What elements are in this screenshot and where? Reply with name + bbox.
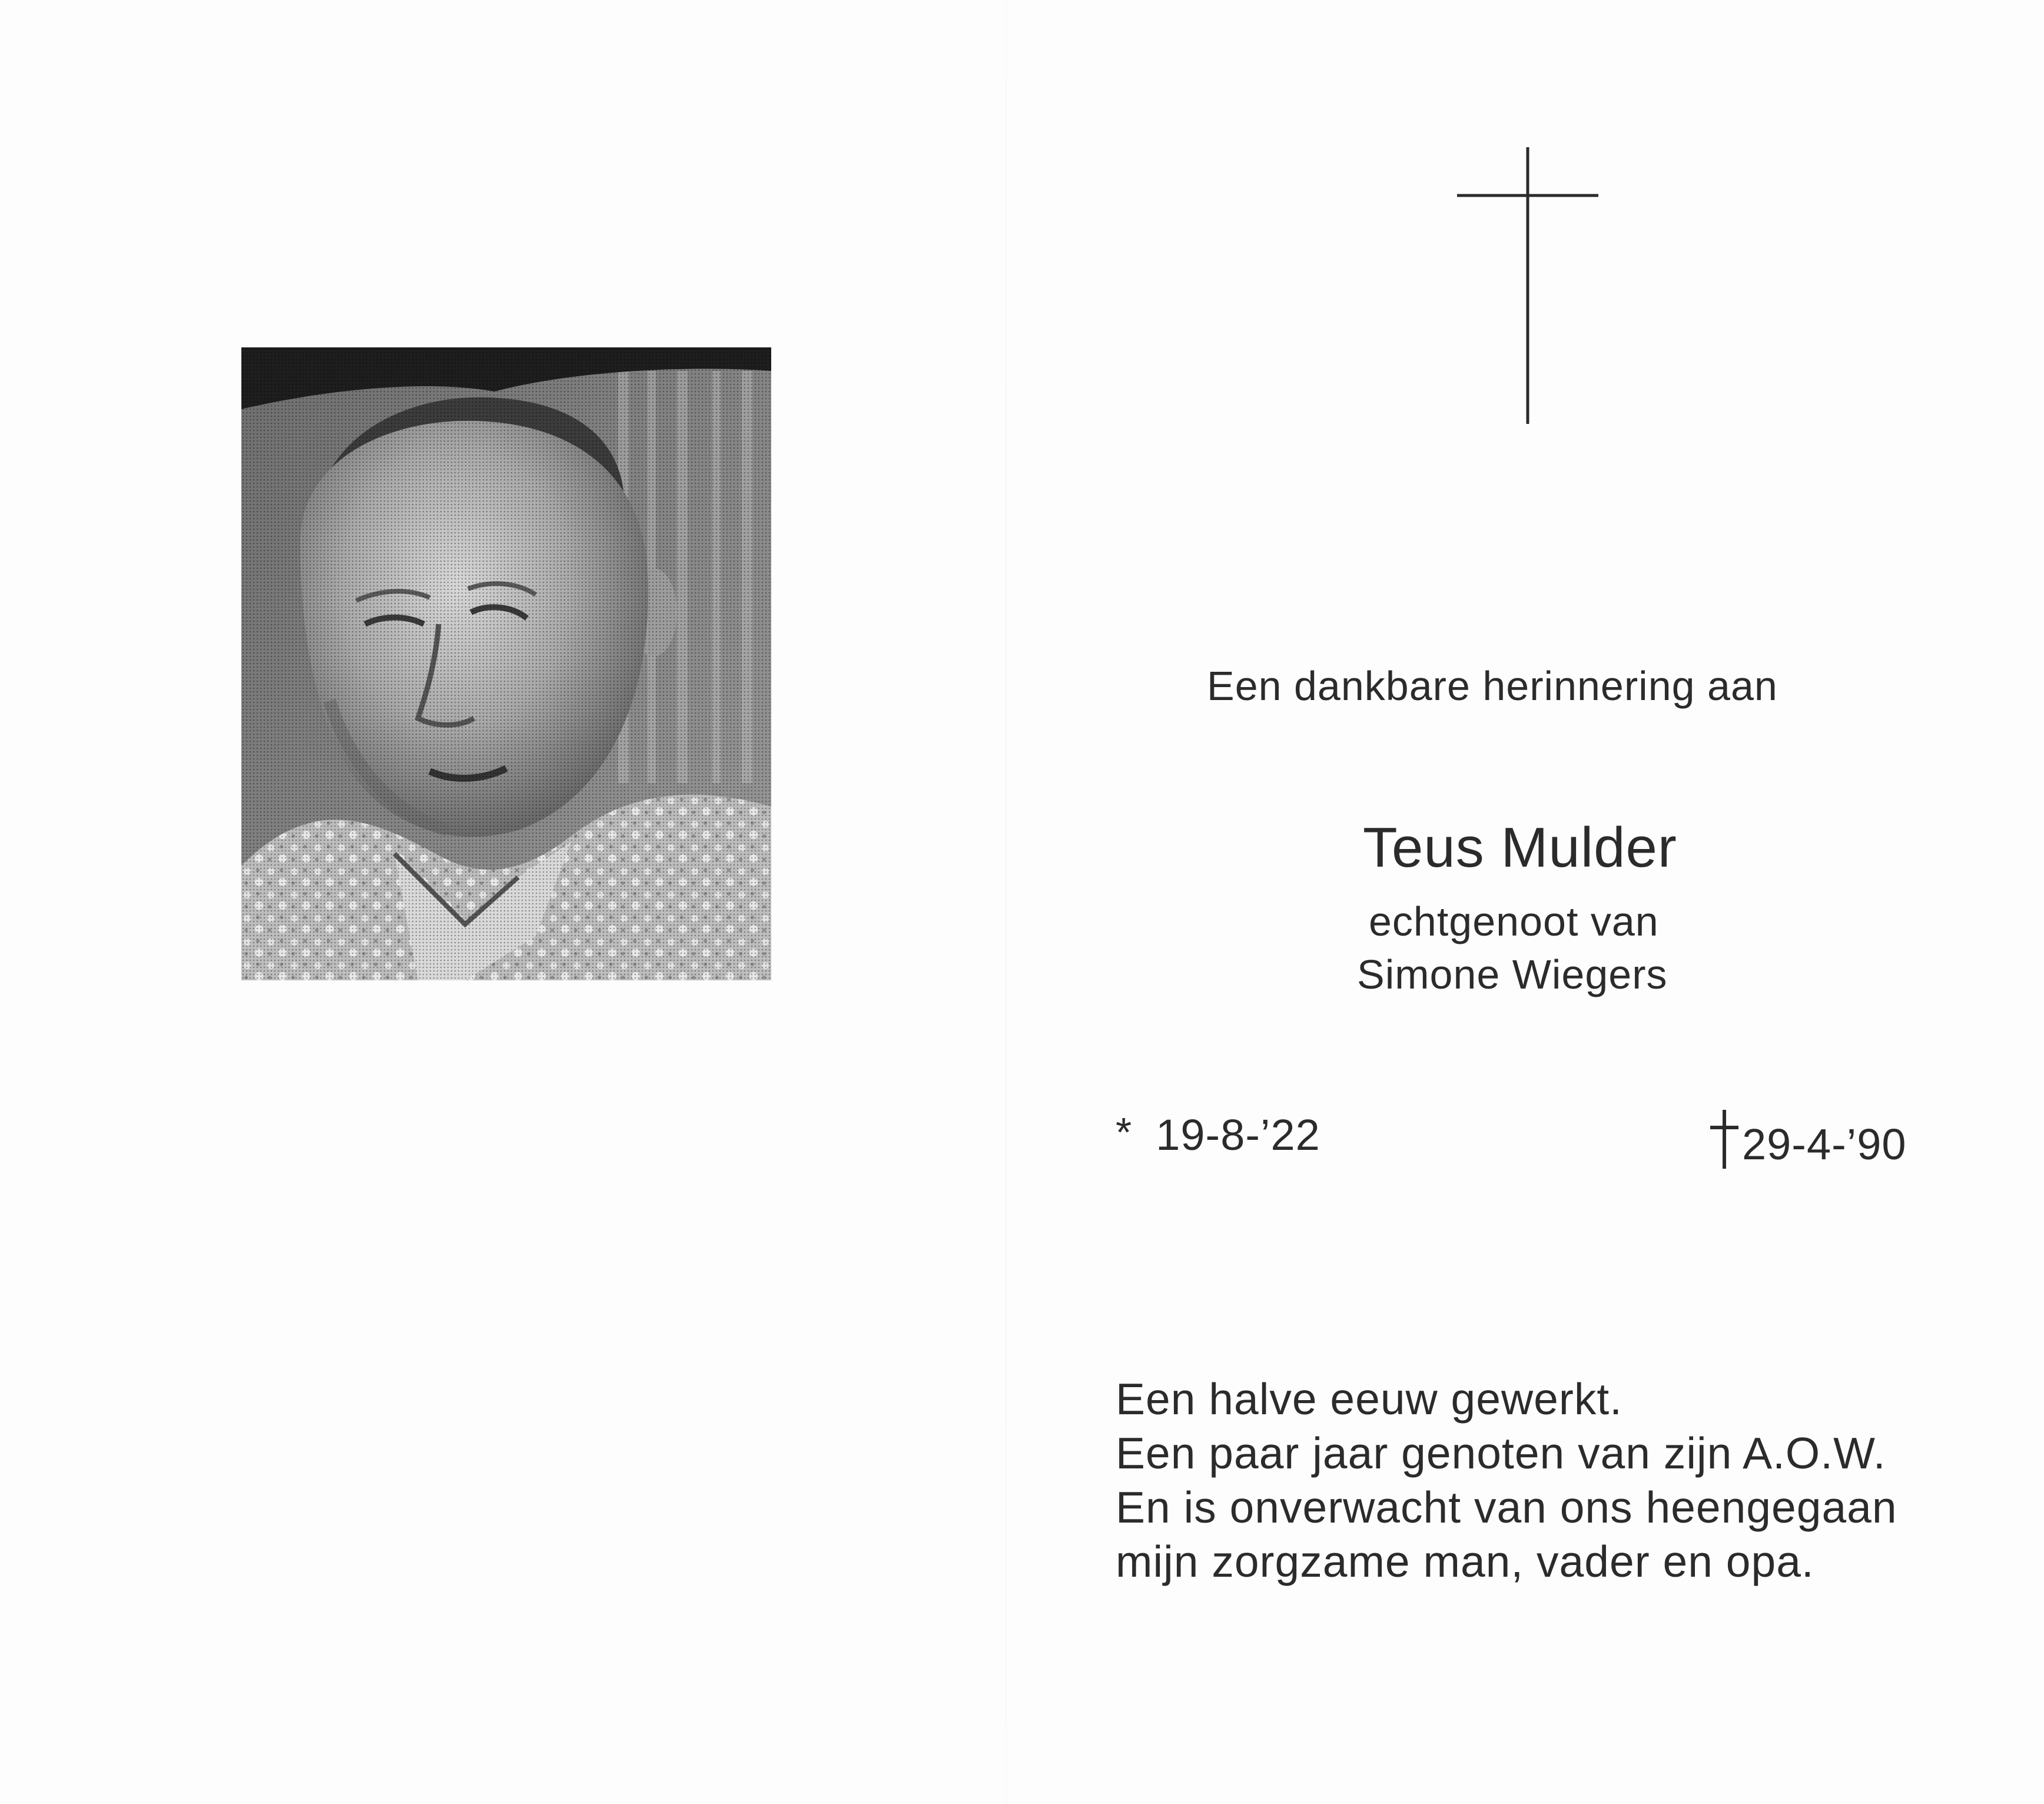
fold-line <box>1006 0 1007 1804</box>
poem-line: mijn zorgzame man, vader en opa. <box>1116 1537 1814 1586</box>
spouse-label: echtgenoot van <box>1369 898 1659 944</box>
cross-icon <box>1457 147 1598 424</box>
death-date: 29-4-’90 <box>1742 1120 1907 1169</box>
birth-symbol: * <box>1116 1109 1133 1155</box>
birth-date-row <box>1116 1110 1320 1160</box>
spouse-name: Simone Wiegers <box>1357 951 1668 997</box>
portrait-photo <box>241 347 771 980</box>
cross-icon <box>1710 1110 1738 1169</box>
poem-line: Een halve eeuw gewerkt. <box>1116 1374 1623 1424</box>
intro-text: Een dankbare herinnering aan <box>1207 663 1778 709</box>
deceased-name: Teus Mulder <box>1363 816 1677 879</box>
death-date-row <box>1710 1110 1907 1169</box>
poem-line: En is onverwacht van ons heengegaan <box>1116 1483 1897 1532</box>
poem-line: Een paar jaar genoten van zijn A.O.W. <box>1116 1428 1886 1478</box>
birth-date: 19-8-’22 <box>1156 1110 1320 1159</box>
poem <box>1116 1372 1897 1589</box>
